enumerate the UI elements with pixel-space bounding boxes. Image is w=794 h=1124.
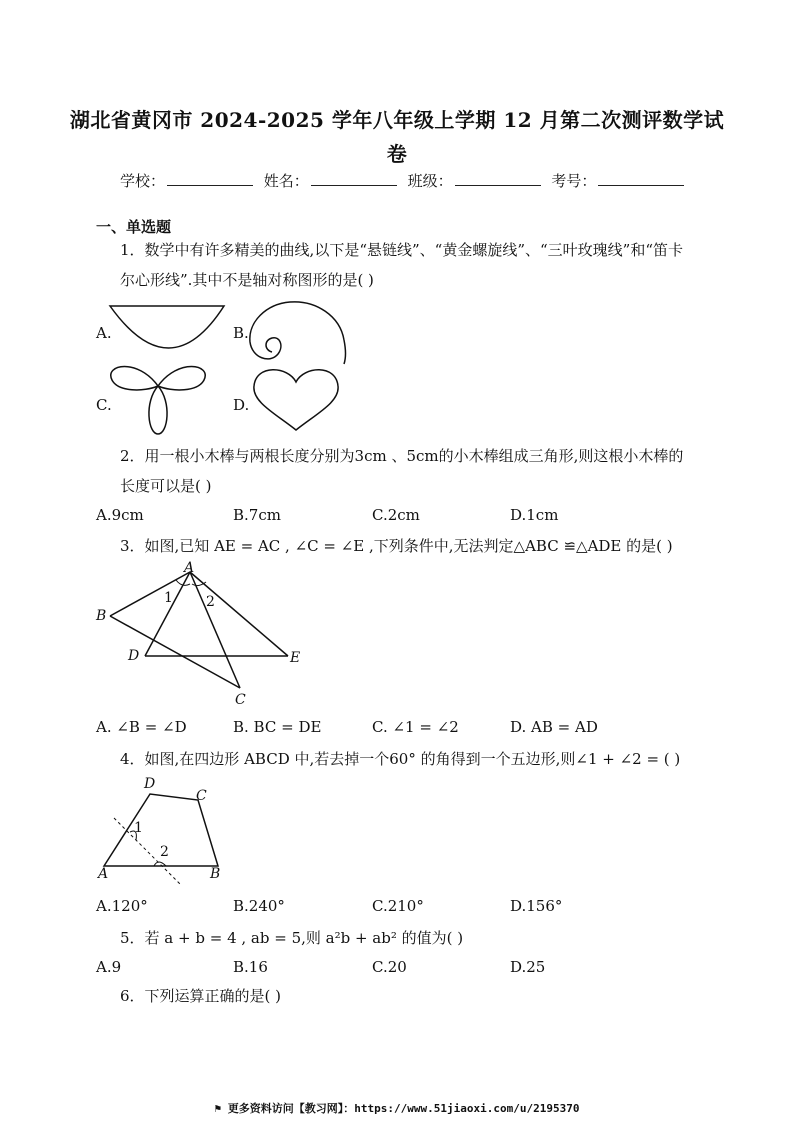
q2-option-c: C.2cm: [372, 506, 420, 524]
three-leaf-rose-figure: [108, 358, 208, 438]
question-2-line2: 长度可以是( ): [120, 477, 212, 495]
q1-option-d-label: D.: [233, 396, 250, 414]
q5-option-d: D.25: [510, 958, 546, 976]
golden-spiral-figure: [244, 298, 354, 368]
paper-title-line2: 卷: [386, 142, 408, 166]
paper-title-line1: 湖北省黄冈市 2024-2025 学年八年级上学期 12 月第二次测评数学试: [69, 108, 725, 132]
q3-label-c: C: [235, 692, 246, 708]
footer-link[interactable]: [0, 1100, 794, 1116]
q3-option-b: B. BC = DE: [233, 718, 322, 736]
q3-option-a: A. ∠B = ∠D: [96, 718, 187, 736]
school-label: 学校：: [120, 172, 166, 190]
exam-no-blank[interactable]: [598, 171, 684, 186]
q3-label-b: B: [96, 608, 107, 624]
question-2-line1: 2．用一根小木棒与两根长度分别为3cm 、5cm的小木棒组成三角形,则这根小木棒的: [120, 447, 684, 465]
class-label: 班级：: [407, 172, 453, 190]
q4-option-c: C.210°: [372, 897, 424, 915]
q1-option-a-label: A.: [96, 324, 112, 342]
q3-option-d: D. AB = AD: [510, 718, 598, 736]
q1-option-b-label: B.: [233, 324, 249, 342]
q4-label-c: C: [196, 788, 207, 804]
school-blank[interactable]: [167, 171, 253, 186]
q4-label-d: D: [144, 776, 156, 792]
question-6-line1: 6．下列运算正确的是( ): [120, 987, 282, 1005]
footer-text: 更多资料访问【教习网】：https://www.51jiaoxi.com/u/2195370: [227, 1102, 580, 1115]
question-4-line1: 4．如图,在四边形 ABCD 中,若去掉一个60° 的角得到一个五边形,则∠1 + ∠2 = ( ): [120, 750, 681, 768]
q4-option-b: B.240°: [233, 897, 285, 915]
question-1-line2: 尔心形线”.其中不是轴对称图形的是( ): [120, 271, 374, 289]
name-label: 姓名：: [263, 172, 309, 190]
q5-option-a: A.9: [96, 958, 122, 976]
q5-option-b: B.16: [233, 958, 268, 976]
q2-option-d: D.1cm: [510, 506, 559, 524]
q5-option-c: C.20: [372, 958, 407, 976]
question-5-line1: 5．若 a + b = 4 , ab = 5,则 a²b + ab² 的值为( ): [120, 929, 464, 947]
student-info-row: [120, 170, 690, 191]
q3-angle-1-label: 1: [164, 590, 173, 606]
q4-option-d: D.156°: [510, 897, 563, 915]
question-3-line1: 3．如图,已知 AE = AC , ∠C = ∠E ,下列条件中,无法判定△ABC ≌△ADE 的是( ): [120, 537, 673, 555]
q4-label-b: B: [210, 866, 221, 882]
exam-no-label: 考号：: [551, 172, 597, 190]
q1-option-c-label: C.: [96, 396, 112, 414]
flag-icon: ⚑: [214, 1102, 222, 1115]
cardioid-heart-figure: [246, 364, 346, 434]
q3-option-c: C. ∠1 = ∠2: [372, 718, 459, 736]
q2-option-b: B.7cm: [233, 506, 281, 524]
q3-angle-2-label: 2: [206, 594, 215, 610]
catenary-figure: [108, 300, 228, 360]
section-heading: 一、单选题: [96, 218, 172, 236]
q3-label-d: D: [128, 648, 140, 664]
name-blank[interactable]: [311, 171, 397, 186]
q4-label-a: A: [98, 866, 109, 882]
q3-triangle-figure: [90, 558, 330, 718]
q3-label-e: E: [290, 650, 301, 666]
q3-label-a: A: [184, 560, 195, 576]
q4-angle-2-label: 2: [160, 844, 169, 860]
q2-option-a: A.9cm: [96, 506, 144, 524]
q4-option-a: A.120°: [96, 897, 148, 915]
q4-angle-1-label: 1: [134, 820, 143, 836]
question-1-line1: 1．数学中有许多精美的曲线,以下是“悬链线”、“黄金螺旋线”、“三叶玫瑰线”和“笛卡: [120, 241, 683, 259]
class-blank[interactable]: [455, 171, 541, 186]
